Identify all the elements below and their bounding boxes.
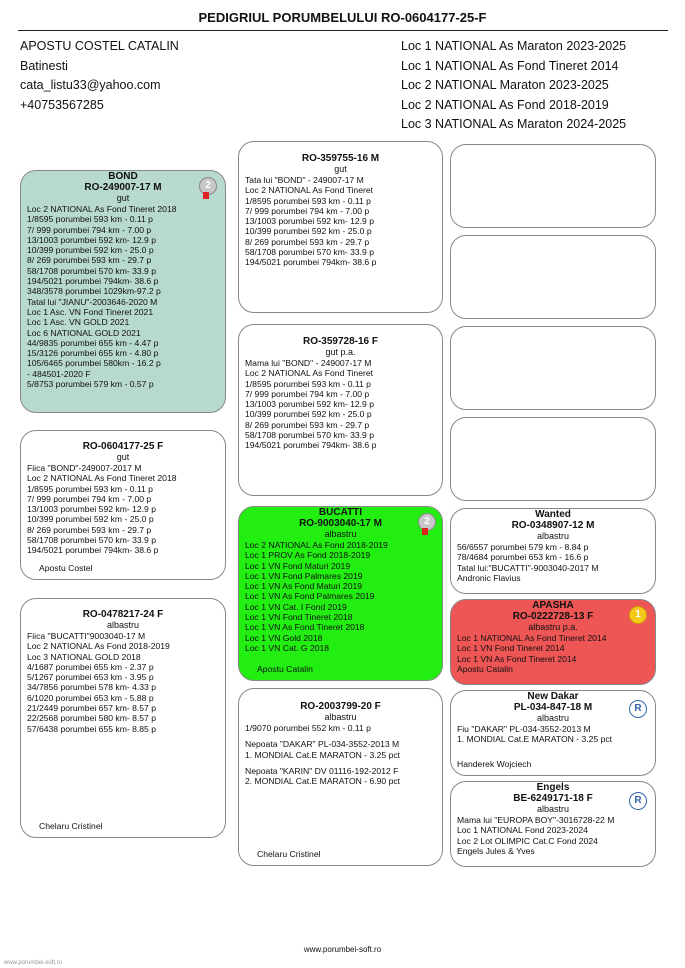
note-line: Loc 1 Asc. VN Fond Tineret 2021	[27, 306, 154, 317]
note-line: 22/2568 porumbei 580 km- 8.57 p	[27, 713, 156, 724]
breeder-name: Handerek Wojciech	[457, 759, 532, 769]
note-line: Mama lui "BOND" - 249007-17 M	[245, 358, 372, 368]
pigeon-color: albastru	[324, 529, 357, 539]
breeder-name: Chelaru Cristinel	[257, 849, 321, 859]
award-item: Loc 2 NATIONAL Maraton 2023-2025	[401, 78, 609, 92]
note-line: Loc 1 VN Fond Palmares 2019	[245, 570, 363, 581]
owner-name: APOSTU COSTEL CATALIN	[20, 39, 179, 53]
note-line: 13/1003 porumbei 592 km- 12.9 p	[245, 216, 374, 227]
note-line: 1. MONDIAL Cat.E MARATON - 3.25 pct	[245, 749, 401, 760]
note-line: Andronic Flavius	[457, 572, 521, 583]
pigeon-ring: RO-0348907-12 M	[511, 520, 595, 531]
note-line: 10/399 porumbei 592 km - 25.0 p	[245, 226, 372, 237]
breeder-name: Apostu Costel	[39, 563, 93, 573]
card-empty-2[interactable]	[450, 235, 656, 319]
note-line: Tatal lui "JIANU"-2003646-2020 M	[27, 296, 158, 307]
note-line: 13/1003 porumbei 592 km- 12.9 p	[27, 234, 156, 245]
note-line: 10/399 porumbei 592 km - 25.0 p	[245, 409, 372, 420]
pigeon-ring: RO-0478217-24 F	[82, 609, 164, 620]
note-line: Loc 1 VN Fond Tineret 2018	[245, 612, 353, 623]
note-line: 21/2449 porumbei 657 km- 8.57 p	[27, 703, 156, 714]
card-granddam-2[interactable]	[238, 688, 443, 866]
note-line: Loc 6 NATIONAL GOLD 2021	[27, 327, 141, 338]
note-line: Loc 1 VN As Fond Maturi 2019	[245, 581, 363, 592]
note-line: Fiu "DAKAR" PL-034-3552-2013 M	[457, 724, 591, 734]
note-line: 8/ 269 porumbei 593 km - 29.7 p	[245, 236, 370, 247]
pigeon-ring: RO-249007-17 M	[84, 182, 162, 193]
note-line: 5/8753 porumbei 579 km - 0.57 p	[27, 379, 154, 390]
note-line: 13/1003 porumbei 592 km- 12.9 p	[27, 504, 156, 515]
card-engels[interactable]	[450, 781, 656, 867]
pigeon-ring: PL-034-847-18 M	[513, 702, 593, 713]
note-line: 58/1708 porumbei 570 km- 33.9 p	[27, 535, 156, 546]
card-empty-1[interactable]	[450, 144, 656, 228]
card-apasha[interactable]	[450, 599, 656, 685]
pigeon-notes	[245, 540, 436, 653]
note-line: Loc 1 NATIONAL Fond 2023-2024	[457, 825, 588, 836]
pigeon-notes	[457, 815, 649, 856]
pigeon-color: albastru	[324, 712, 357, 722]
silver-medal-icon: 2	[418, 513, 436, 531]
pigeon-notes	[457, 724, 649, 745]
note-line: - 484501-2020 F	[27, 368, 91, 379]
award-item: Loc 2 NATIONAL As Fond 2018-2019	[401, 97, 609, 112]
note-line: Engels Jules & Yves	[457, 845, 535, 856]
note-line: 2. MONDIAL Cat.E MARATON - 6.90 pct	[245, 776, 401, 787]
note-line: Loc 1 PROV As Fond 2018-2019	[245, 550, 371, 561]
owner-info	[20, 37, 179, 115]
note-line: 194/5021 porumbei 794km- 38.6 p	[27, 545, 159, 556]
pigeon-ring: BE-6249171-18 F	[513, 793, 593, 804]
note-line: Nepoata "DAKAR" PL-034-3552-2013 M	[245, 739, 400, 750]
pigeon-color: albastru p.a.	[528, 622, 578, 632]
note-line: Loc 2 NATIONAL As Fond Tineret 2018	[27, 204, 177, 214]
card-dam[interactable]	[20, 598, 226, 838]
pigeon-name: Wanted	[535, 509, 571, 520]
note-line: 348/3578 porumbei 1029km-97.2 p	[27, 286, 161, 297]
note-line: 4/1687 porumbei 655 km - 2.37 p	[27, 661, 154, 672]
award-item: Loc 3 NATIONAL As Maraton 2024-2025	[401, 117, 627, 131]
pigeon-notes	[27, 204, 219, 389]
note-line: 10/399 porumbei 592 km - 25.0 p	[27, 514, 154, 525]
note-line: Fiica "BOND"-249007-2017 M	[27, 463, 142, 473]
pigeon-notes	[245, 723, 436, 733]
gold-medal-icon: 1	[629, 606, 647, 624]
note-line: 194/5021 porumbei 794km- 38.6 p	[245, 440, 377, 451]
note-line: 7/ 999 porumbei 794 km - 7.00 p	[27, 224, 152, 235]
note-line: Loc 1 VN As Fond Palmares 2019	[245, 591, 375, 602]
award-item: Loc 1 NATIONAL As Fond Tineret 2014	[401, 58, 619, 73]
pigeon-name: APASHA	[532, 600, 574, 611]
pigeon-notes	[27, 463, 219, 556]
note-line: 57/6438 porumbei 655 km- 8.85 p	[27, 723, 156, 734]
note-line: 6/1020 porumbei 653 km - 5.88 p	[27, 692, 154, 703]
note-line: 15/3126 porumbei 655 km - 4.80 p	[27, 348, 159, 359]
note-line: 7/ 999 porumbei 794 km - 7.00 p	[27, 493, 152, 504]
card-sire-bond[interactable]	[20, 170, 226, 413]
card-granddam-1[interactable]	[238, 324, 443, 496]
note-line: 1/8595 porumbei 593 km - 0.11 p	[27, 214, 153, 225]
owner-locality: Batinesti	[20, 58, 68, 73]
note-line: Loc 2 NATIONAL As Fond 2018-2019	[27, 641, 170, 652]
note-line: 5/1267 porumbei 653 km - 3.95 p	[27, 672, 154, 683]
page-title: PEDIGRIUL PORUMBELULUI RO-0604177-25-F	[198, 10, 487, 25]
note-line: Loc 1 VN Cat. I Fond 2019	[245, 601, 347, 612]
pigeon-notes	[245, 766, 436, 787]
pigeon-ring: RO-9003040-17 M	[299, 518, 382, 529]
note-line: Loc 2 NATIONAL As Fond Tineret	[245, 185, 374, 196]
pigeon-notes	[245, 739, 436, 760]
note-line: 1/9070 porumbei 552 km - 0.11 p	[245, 723, 371, 733]
note-line: 194/5021 porumbei 794km- 38.6 p	[245, 257, 377, 268]
pigeon-color: gut	[334, 164, 347, 174]
note-line: 194/5021 porumbei 794km- 38.6 p	[27, 276, 159, 287]
card-pigeon-main[interactable]	[20, 430, 226, 580]
registered-icon: R	[629, 700, 647, 718]
card-empty-3[interactable]	[450, 326, 656, 410]
note-line: 7/ 999 porumbei 794 km - 7.00 p	[245, 388, 370, 399]
note-line: 8/ 269 porumbei 593 km - 29.7 p	[27, 255, 152, 266]
note-line: Loc 3 NATIONAL GOLD 2018	[27, 651, 141, 662]
note-line: 1/8595 porumbei 593 km - 0.11 p	[245, 378, 371, 389]
pigeon-color: albastru	[106, 620, 140, 630]
note-line: Loc 1 VN Cat. G 2018	[245, 642, 330, 653]
note-line: Loc 1 Asc. VN GOLD 2021	[27, 317, 130, 328]
note-line: Loc 2 NATIONAL As Fond Tineret 2018	[27, 473, 177, 484]
card-new-dakar[interactable]	[450, 690, 656, 776]
pigeon-ring: RO-0604177-25 F	[82, 441, 164, 452]
note-line: 7/ 999 porumbei 794 km - 7.00 p	[245, 205, 370, 216]
note-line: 58/1708 porumbei 570 km- 33.9 p	[27, 265, 156, 276]
pigeon-name: Engels	[536, 782, 570, 793]
pigeon-name: New Dakar	[527, 691, 579, 702]
note-line: 10/399 porumbei 592 km - 25.0 p	[27, 245, 154, 256]
note-line: Loc 2 NATIONAL As Fond Tineret	[245, 368, 374, 379]
card-grandsire-bucatti[interactable]	[238, 506, 443, 681]
awards-list	[401, 37, 626, 135]
owner-phone: +40753567285	[20, 97, 104, 112]
pigeon-notes	[457, 633, 649, 674]
pigeon-color: albastru	[536, 713, 570, 723]
pigeon-color: gut p.a.	[325, 347, 356, 357]
owner-email[interactable]: cata_listu33@yahoo.com	[20, 78, 161, 92]
pigeon-ring: RO-359728-16 F	[302, 336, 379, 347]
award-item: Loc 1 NATIONAL As Maraton 2023-2025	[401, 39, 627, 53]
medal-ribbon-icon	[203, 192, 209, 199]
card-grandsire-1[interactable]	[238, 141, 443, 313]
pigeon-color: gut	[116, 452, 130, 462]
pigeon-color: albastru	[536, 531, 570, 541]
pigeon-name: BOND	[108, 171, 138, 182]
note-line: Fiica "BUCATTI"9003040-17 M	[27, 631, 146, 641]
note-line: Tatal lui:"BUCATTI"-9003040-2017 M	[457, 562, 599, 573]
note-line: Loc 1 NATIONAL As Fond Tineret 2014	[457, 633, 607, 643]
note-line: Loc 2 Lot OLIMPIC Cat.C Fond 2024	[457, 835, 598, 846]
card-wanted[interactable]	[450, 508, 656, 594]
note-line: Loc 2 NATIONAL As Fond 2018-2019	[245, 540, 388, 550]
registered-icon: R	[629, 792, 647, 810]
pigeon-ring: RO-359755-16 M	[301, 153, 380, 164]
pigeon-color: gut	[116, 193, 130, 203]
pigeon-notes	[457, 542, 649, 583]
note-line: Loc 1 VN Fond Maturi 2019	[245, 560, 351, 571]
pigeon-ring: RO-0222728-13 F	[512, 611, 594, 622]
note-line: 1/8595 porumbei 593 km - 0.11 p	[245, 195, 371, 206]
title-divider	[18, 30, 668, 31]
note-line: 58/1708 porumbei 570 km- 33.9 p	[245, 430, 374, 441]
note-line: Loc 1 VN As Fond Tineret 2018	[245, 622, 365, 633]
silver-medal-icon: 2	[199, 177, 217, 195]
note-line: 44/9835 porumbei 655 km - 4.47 p	[27, 337, 159, 348]
corner-watermark: www.porumbei-soft.ro	[4, 960, 63, 966]
pigeon-notes	[245, 358, 436, 451]
note-line: 78/4684 porumbei 653 km - 16.6 p	[457, 552, 589, 563]
pigeon-notes	[245, 175, 436, 268]
note-line: Loc 1 VN Fond Tineret 2014	[457, 643, 565, 654]
note-line: Loc 1 VN As Fond Tineret 2014	[457, 653, 577, 664]
footer-site[interactable]: www.porumbei-soft.ro	[303, 945, 382, 954]
note-line: 58/1708 porumbei 570 km- 33.9 p	[245, 247, 374, 258]
note-line: Mama lui "EUROPA BOY"-3016728-22 M	[457, 815, 615, 825]
note-line: Nepoata "KARIN" DV 01116-192-2012 F	[245, 765, 399, 776]
note-line: 8/ 269 porumbei 593 km - 29.7 p	[27, 524, 152, 535]
note-line: 56/6557 porumbei 579 km - 8.84 p	[457, 542, 589, 552]
pigeon-ring: RO-2003799-20 F	[300, 701, 381, 712]
note-line: 34/7856 porumbei 578 km- 4.33 p	[27, 682, 156, 693]
note-line: 1/8595 porumbei 593 km - 0.11 p	[27, 483, 153, 494]
note-line: Apostu Catalin	[457, 663, 513, 674]
note-line: Tata lui "BOND" - 249007-17 M	[245, 175, 364, 185]
pigeon-notes	[27, 631, 219, 734]
note-line: Loc 1 VN Gold 2018	[245, 632, 323, 643]
pigeon-name: BUCATTI	[318, 507, 363, 518]
medal-ribbon-icon	[422, 528, 428, 535]
note-line: 13/1003 porumbei 592 km- 12.9 p	[245, 399, 374, 410]
pigeon-color: albastru	[536, 804, 570, 814]
note-line: 1. MONDIAL Cat.E MARATON - 3.25 pct	[457, 734, 613, 745]
card-empty-4[interactable]	[450, 417, 656, 501]
note-line: 105/6465 porumbei 580km - 16.2 p	[27, 358, 161, 369]
breeder-name: Apostu Catalin	[257, 664, 313, 674]
note-line: 8/ 269 porumbei 593 km - 29.7 p	[245, 419, 370, 430]
breeder-name: Chelaru Cristinel	[39, 821, 103, 831]
